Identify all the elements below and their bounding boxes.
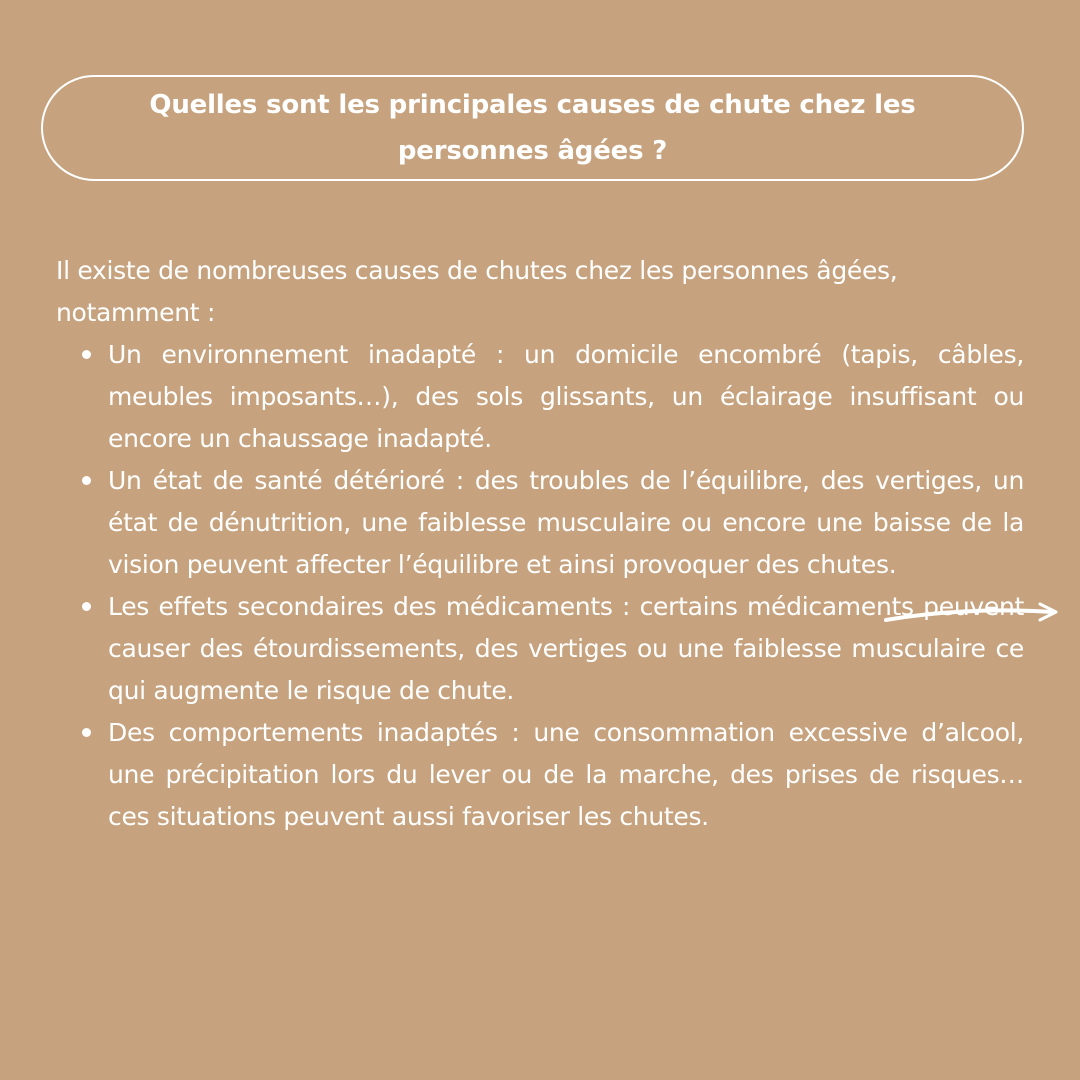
list-item bbox=[108, 712, 1024, 838]
list-item bbox=[108, 460, 1024, 586]
list-item-text: Les effets secondaires des médicaments : certains médicaments peuvent causer des étourdissements, des vertiges ou une faiblesse musculaire ce qui augmente le risque de chute. bbox=[108, 592, 1024, 705]
list-item-text: Un environnement inadapté : un domicile encombré (tapis, câbles, meubles imposants…), des sols glissants, un éclairage insuffisant ou encore un chaussage inadapté. bbox=[108, 340, 1024, 453]
bullet-dot-icon bbox=[82, 728, 91, 737]
arrow-right-icon[interactable] bbox=[882, 598, 1064, 630]
list-item-text: Un état de santé détérioré : des troubles de l’équilibre, des vertiges, un état de dénutrition, une faiblesse musculaire ou encore une baisse de la vision peuvent affecter l’équilibre et ainsi provoquer des chutes. bbox=[108, 466, 1024, 579]
bullet-dot-icon bbox=[82, 350, 91, 359]
list-item bbox=[108, 334, 1024, 460]
bullet-dot-icon bbox=[82, 602, 91, 611]
intro-paragraph: Il existe de nombreuses causes de chutes chez les personnes âgées, notamment : bbox=[56, 256, 898, 327]
causes-list bbox=[56, 334, 1024, 838]
bullet-dot-icon bbox=[82, 476, 91, 485]
main-content bbox=[56, 250, 1024, 838]
list-item-text: Des comportements inadaptés : une consommation excessive d’alcool, une précipitation lors du lever ou de la marche, des prises de risques… ces situations peuvent aussi favoriser les chutes. bbox=[108, 718, 1024, 831]
title-banner bbox=[41, 75, 1024, 181]
page-title: Quelles sont les principales causes de chute chez les personnes âgées ? bbox=[149, 90, 916, 166]
